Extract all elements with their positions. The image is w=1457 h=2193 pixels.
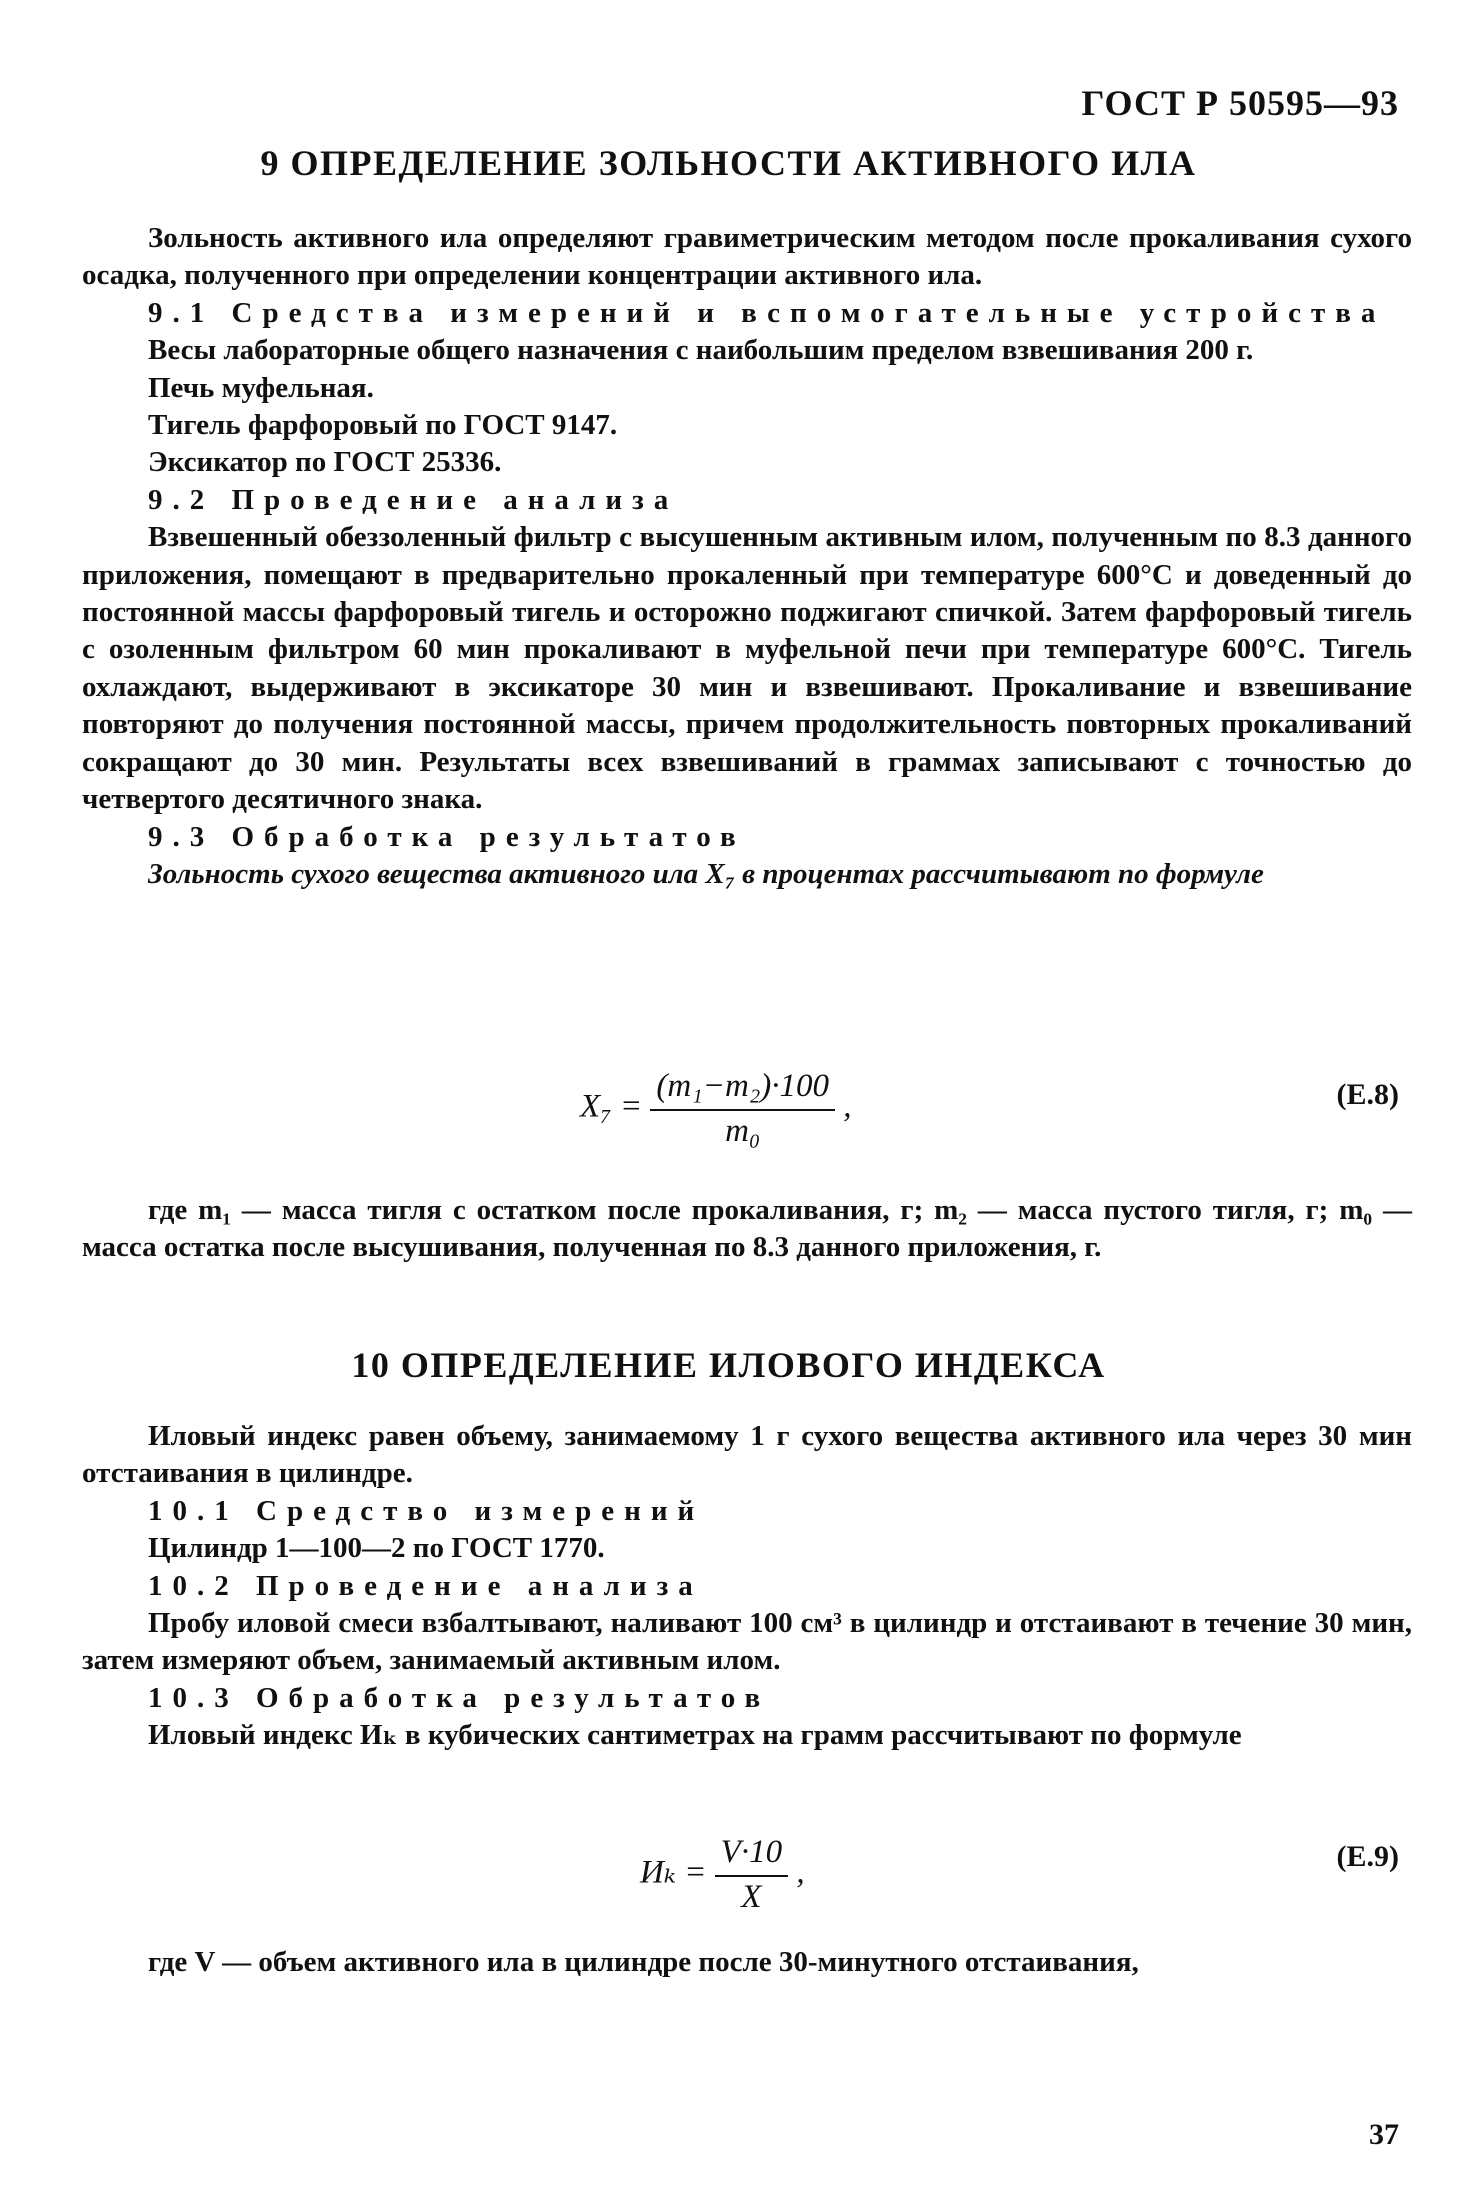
subsection-10-1-title: 10.1 Средство измерений: [148, 1494, 705, 1527]
formula-e8-numerator: (m₁−m₂)·100: [650, 1068, 835, 1111]
formula-e9-fraction: [715, 1834, 788, 1916]
subsection-9-3-text: Зольность сухого вещества активного ила X₇ в процентах рассчитывают по формуле: [148, 857, 1264, 890]
s91-item-scales: Весы лабораторные общего назначения с наибольшим пределом взвешивания 200 г.: [148, 334, 1254, 367]
subsection-9-3-title: 9.3 Обработка результатов: [148, 820, 746, 853]
section-10-title: 10 ОПРЕДЕЛЕНИЕ ИЛОВОГО ИНДЕКСА: [351, 1345, 1106, 1385]
s91-item-desiccator: Эксикатор по ГОСТ 25336.: [148, 446, 502, 479]
formula-e8-legend: где m₁ — масса тигля с остатком после прокаливания, г; m₂ — масса пустого тигля, г; m₀ — масса остатка после высушивания, полученная по 8.3 данного приложения, г.: [82, 1194, 1412, 1264]
subsection-10-3-title: 10.3 Обработка результатов: [148, 1681, 771, 1714]
formula-e8: [580, 1068, 852, 1150]
subsection-10-2-text: Пробу иловой смеси взбалтывают, наливают 100 см³ в цилиндр и отстаивают в течение 30 мин, затем измеряют объем, занимаемый активным илом.: [82, 1607, 1412, 1677]
section-10-where: [82, 1944, 1412, 1981]
formula-e9-number: (Е.9): [1336, 1840, 1399, 1873]
formula-e9-lhs: Иₖ: [640, 1854, 676, 1891]
formula-e8-fraction: [650, 1068, 835, 1150]
s91-item-furnace: Печь муфельная.: [148, 371, 374, 404]
formula-e8-denominator: m₀: [725, 1113, 761, 1149]
formula-e8-eq: =: [619, 1088, 643, 1125]
section-9-body: [82, 220, 1412, 893]
standard-code: ГОСТ Р 50595—93: [1081, 83, 1399, 123]
section-9-where: [82, 1192, 1412, 1267]
page-number: 37: [1369, 2118, 1399, 2151]
subsection-9-2-title: 9.2 Проведение анализа: [148, 483, 679, 516]
formula-e8-lhs: X₇: [580, 1088, 612, 1125]
formula-e9-legend: где V — объем активного ила в цилиндре после 30-минутного отстаивания,: [148, 1946, 1139, 1978]
formula-e9-numerator: V·10: [715, 1834, 788, 1877]
section-9-intro: Зольность активного ила определяют гравиметрическим методом после прокаливания сухого осадка, полученного при определении концентрации активного ила.: [82, 222, 1412, 292]
subsection-10-2-title: 10.2 Проведение анализа: [148, 1569, 703, 1602]
section-10-body: [82, 1418, 1412, 1755]
subsection-9-1-title: 9.1 Средства измерений и вспомогательные устройства: [148, 296, 1386, 329]
s101-item-cylinder: Цилиндр 1—100—2 по ГОСТ 1770.: [148, 1532, 605, 1565]
formula-e9: [640, 1834, 805, 1916]
formula-e9-denominator: X: [741, 1879, 762, 1915]
formula-e8-tail: ,: [843, 1088, 852, 1125]
section-10-intro: Иловый индекс равен объему, занимаемому 1 г сухого вещества активного ила через 30 мин отстаивания в цилиндре.: [82, 1420, 1412, 1490]
section-9-title: 9 ОПРЕДЕЛЕНИЕ ЗОЛЬНОСТИ АКТИВНОГО ИЛА: [260, 143, 1197, 183]
subsection-10-3-text: Иловый индекс Иₖ в кубических сантиметрах на грамм рассчитывают по формуле: [148, 1719, 1242, 1752]
subsection-9-2-text: Взвешенный обеззоленный фильтр с высушенным активным илом, полученным по 8.3 данного приложения, помещают в предварительно прокаленный при температуре 600°С и доведенный до постоянной массы фарфоровый тигель и осторожно поджигают спичкой. Затем фарфоровый тигель с озоленным фильтром 60 мин прокаливают в муфельной печи при температуре 600°С. Тигель охлаждают, выдерживают в эксикаторе 30 мин и взвешивают. Прокаливание и взвешивание повторяют до получения постоянной массы, причем продолжительность повторных прокаливаний сокращают до 30 мин. Результаты всех взвешиваний в граммах записывают с точностью до четвертого десятичного знака.: [82, 521, 1412, 816]
s91-item-crucible: Тигель фарфоровый по ГОСТ 9147.: [148, 409, 618, 442]
formula-e9-tail: ,: [796, 1854, 805, 1891]
formula-e9-eq: =: [684, 1854, 707, 1891]
formula-e8-number: (Е.8): [1336, 1078, 1399, 1111]
